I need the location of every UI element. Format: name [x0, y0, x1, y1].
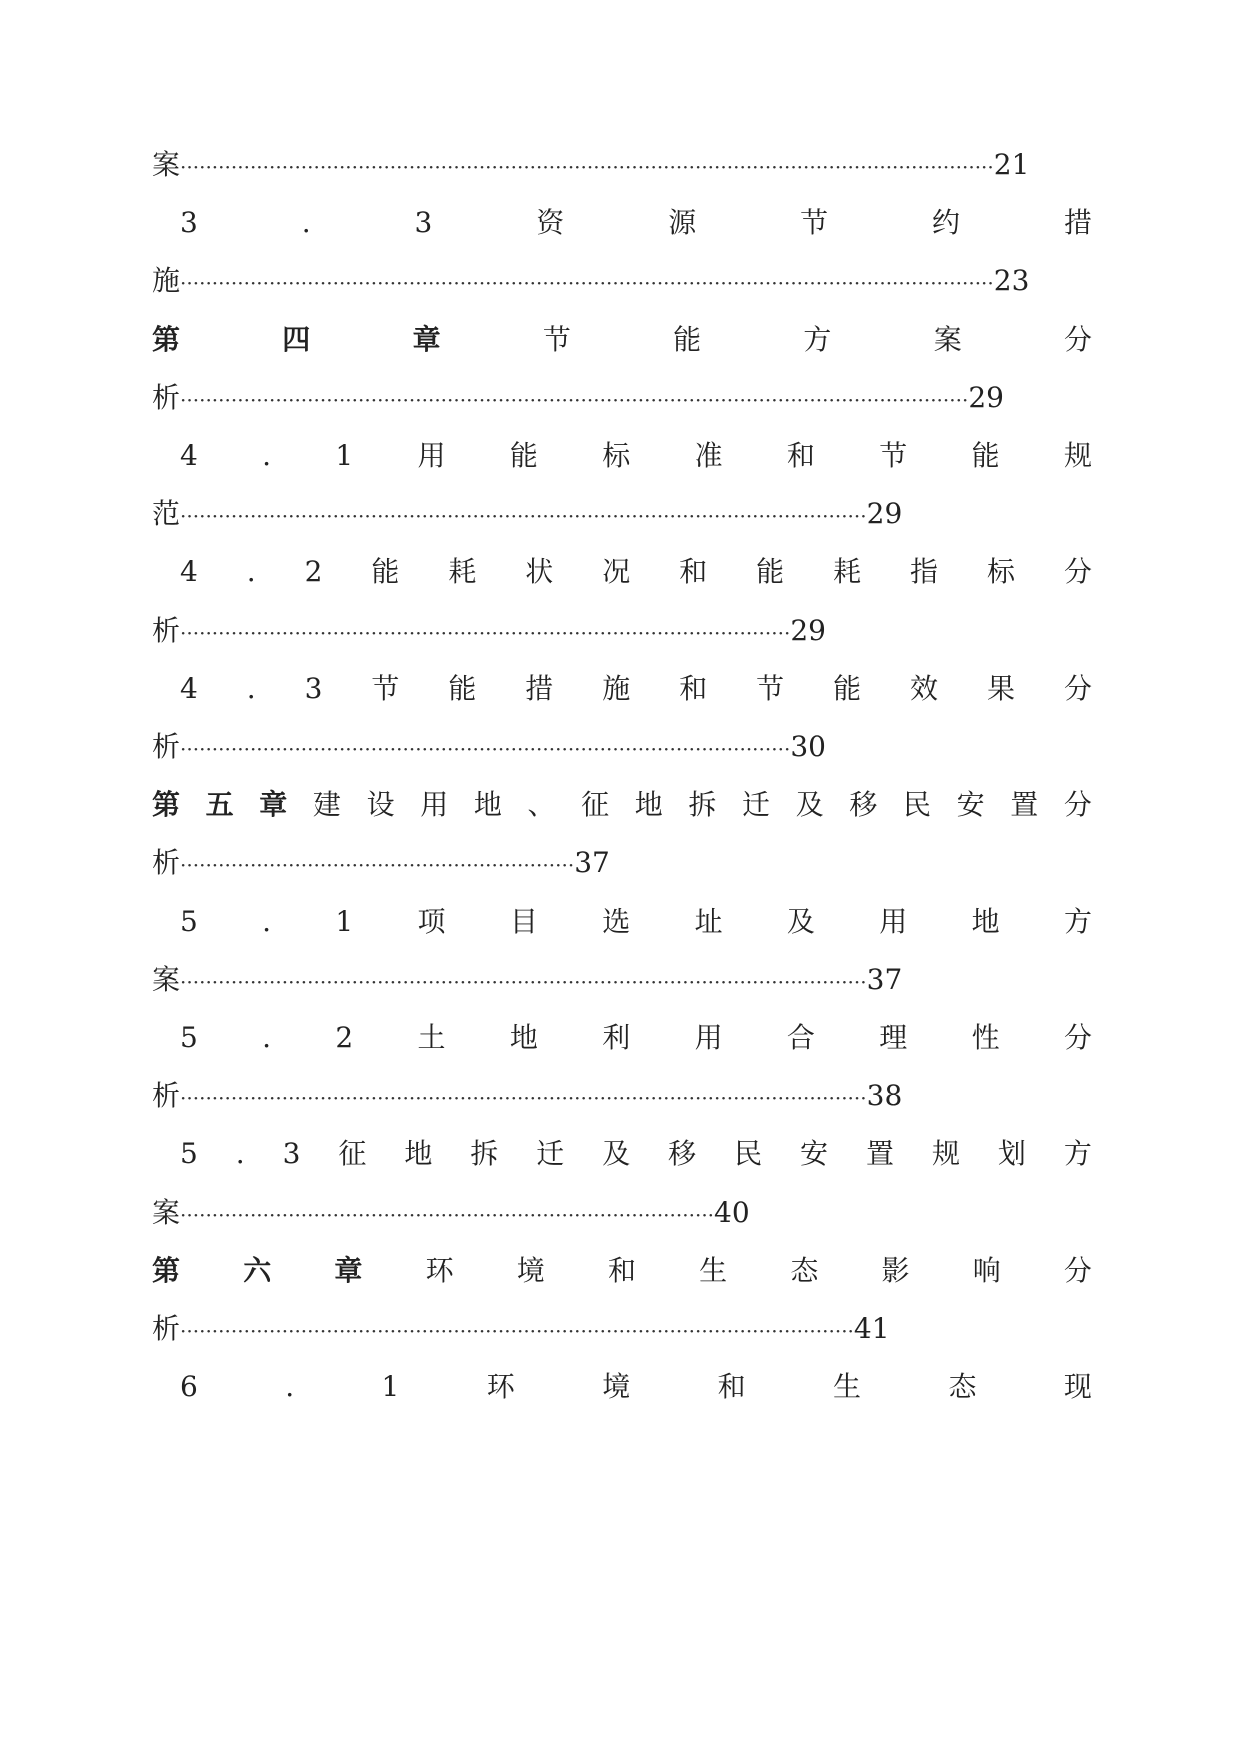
toc-heading-char: 节	[879, 439, 908, 472]
toc-heading-char: 置	[866, 1137, 895, 1171]
toc-heading-char: 能	[448, 671, 477, 705]
toc-heading-char: 环	[486, 1370, 515, 1404]
toc-page-number: 29	[968, 380, 1004, 414]
toc-entry-tail: 析	[152, 846, 181, 880]
toc-heading-char: 分	[1063, 555, 1092, 589]
toc-heading-char: 六	[243, 1253, 272, 1287]
toc-section-heading	[152, 1134, 1092, 1174]
toc-heading-char: 分	[1063, 322, 1092, 356]
toc-leader-line	[152, 960, 1092, 1000]
toc-heading-char: 利	[602, 1021, 631, 1054]
toc-page-number: 38	[866, 1079, 903, 1113]
toc-leader-line	[152, 611, 1092, 651]
toc-page-number: 40	[714, 1195, 750, 1229]
toc-entry-tail: 施	[152, 264, 181, 298]
toc-heading-char: 态	[790, 1253, 819, 1287]
toc-heading-char: 合	[786, 1021, 815, 1054]
toc-heading-char: 3	[304, 671, 323, 705]
toc-heading-char: .	[262, 439, 272, 472]
toc-page-number: 37	[866, 962, 903, 996]
toc-heading-char: .	[301, 206, 311, 240]
dot-leader: ············································································································	[180, 1086, 867, 1111]
toc-page-number: 21	[993, 148, 1030, 181]
toc-heading-char: 案	[933, 322, 962, 356]
toc-heading-char: 章	[334, 1253, 363, 1287]
toc-heading-char: 能	[371, 555, 400, 589]
toc-heading-char: 五	[205, 788, 234, 822]
toc-heading-char: 4	[180, 555, 198, 589]
toc-heading-char: 境	[602, 1370, 631, 1404]
toc-heading-char: 方	[1063, 904, 1092, 938]
toc-heading-char: 1	[335, 904, 354, 938]
dot-leader: ································································································································	[180, 271, 994, 296]
toc-section-heading	[152, 1367, 1092, 1407]
toc-heading-char: 生	[699, 1253, 728, 1287]
toc-page-number: 29	[866, 497, 903, 531]
toc-chapter-heading	[152, 785, 1092, 825]
toc-heading-char: 约	[932, 206, 961, 240]
toc-heading-char: 分	[1063, 1253, 1092, 1287]
toc-heading-char: 分	[1063, 671, 1092, 705]
toc-page-number: 41	[853, 1312, 890, 1345]
toc-heading-char: 移	[668, 1137, 697, 1171]
toc-page-number: 23	[993, 264, 1030, 298]
toc-heading-char: 4	[180, 439, 198, 472]
toc-heading-char: 况	[602, 555, 631, 589]
toc-heading-char: 建	[312, 788, 341, 822]
toc-heading-char: 迁	[742, 788, 771, 822]
toc-heading-char: 和	[679, 555, 708, 589]
toc-heading-char: 第	[152, 1253, 181, 1287]
toc-heading-char: 设	[366, 788, 395, 822]
toc-section-heading	[152, 203, 1092, 243]
toc-heading-char: 和	[717, 1370, 746, 1404]
toc-heading-char: 4	[180, 671, 198, 705]
toc-entry-tail: 案	[152, 962, 181, 996]
toc-heading-char: 第	[152, 322, 181, 356]
toc-heading-char: 1	[335, 439, 354, 472]
toc-heading-char: .	[285, 1370, 295, 1404]
toc-heading-char: 2	[304, 555, 323, 589]
toc-heading-char: 能	[971, 439, 1000, 472]
dot-leader: ············································································································	[180, 504, 867, 529]
toc-heading-char: 施	[602, 671, 631, 705]
toc-heading-char: 环	[425, 1253, 454, 1287]
toc-heading-char: 及	[602, 1137, 631, 1171]
toc-heading-char: 拆	[470, 1137, 499, 1171]
toc-leader-line	[152, 1309, 1092, 1349]
toc-heading-char: 安	[956, 788, 985, 822]
toc-heading-char: 迁	[536, 1137, 565, 1171]
toc-heading-char: 生	[833, 1370, 862, 1404]
toc-entry-tail: 析	[152, 1312, 181, 1345]
toc-heading-char: 能	[673, 322, 702, 356]
toc-heading-char: 6	[180, 1370, 198, 1404]
toc-leader-line	[152, 843, 1092, 883]
toc-heading-char: 方	[1063, 1137, 1092, 1171]
toc-heading-char: .	[262, 904, 272, 938]
toc-heading-char: 选	[602, 904, 631, 938]
toc-section-heading	[152, 552, 1092, 592]
toc-section-heading	[152, 902, 1092, 942]
toc-section-heading	[152, 1018, 1092, 1058]
toc-page-number: 29	[790, 613, 826, 647]
toc-heading-char: .	[246, 671, 256, 705]
toc-leader-line	[152, 145, 1092, 185]
toc-heading-char: 能	[833, 671, 862, 705]
dot-leader: ····················································································	[180, 1202, 715, 1227]
dot-leader: ····························································································································	[180, 387, 969, 412]
toc-heading-char: 源	[668, 206, 697, 240]
toc-heading-char: 理	[879, 1021, 908, 1054]
toc-heading-char: 境	[516, 1253, 545, 1287]
toc-heading-char: 标	[602, 439, 631, 472]
toc-heading-char: 民	[902, 788, 931, 822]
toc-heading-char: 2	[335, 1021, 354, 1054]
toc-heading-char: 用	[879, 904, 908, 938]
toc-entry-tail: 案	[152, 148, 181, 181]
toc-heading-char: 和	[786, 439, 815, 472]
dot-leader: ············································································································	[180, 969, 867, 994]
toc-heading-char: 能	[509, 439, 538, 472]
toc-heading-char: 能	[756, 555, 785, 589]
toc-leader-line	[152, 494, 1092, 534]
toc-heading-char: .	[262, 1021, 272, 1054]
toc-chapter-heading	[152, 320, 1092, 360]
toc-heading-char: 和	[607, 1253, 636, 1287]
toc-heading-char: 节	[800, 206, 829, 240]
toc-heading-char: 地	[509, 1021, 538, 1054]
toc-heading-char: 征	[581, 788, 610, 822]
toc-leader-line	[152, 1076, 1092, 1116]
toc-heading-char: 项	[417, 904, 446, 938]
toc-heading-char: 规	[1063, 439, 1092, 472]
toc-chapter-heading	[152, 1251, 1092, 1291]
toc-heading-char: 移	[849, 788, 878, 822]
toc-heading-char: 地	[971, 904, 1000, 938]
toc-heading-char: 措	[1063, 206, 1092, 240]
toc-heading-char: 用	[694, 1021, 723, 1054]
toc-heading-char: 址	[694, 904, 723, 938]
toc-entry-tail: 析	[152, 380, 181, 414]
dot-leader: ································································································	[180, 620, 791, 645]
toc-heading-char: 影	[881, 1253, 910, 1287]
toc-heading-char: 标	[987, 555, 1016, 589]
toc-heading-char: 置	[1010, 788, 1039, 822]
toc-heading-char: 措	[525, 671, 554, 705]
toc-heading-char: 3	[282, 1137, 301, 1171]
toc-heading-char: 章	[412, 322, 441, 356]
toc-heading-char: 及	[786, 904, 815, 938]
toc-leader-line	[152, 727, 1092, 767]
toc-heading-char: 性	[971, 1021, 1000, 1054]
dot-leader: ································································································	[180, 737, 791, 761]
toc-heading-char: 方	[803, 322, 832, 356]
toc-heading-char: 地	[473, 788, 502, 822]
toc-heading-char: 耗	[833, 555, 862, 589]
toc-heading-char: 状	[525, 555, 554, 589]
toc-section-heading	[152, 436, 1092, 476]
toc-heading-char: 和	[679, 671, 708, 705]
toc-entry-tail: 析	[152, 1079, 181, 1113]
toc-heading-char: 5	[180, 904, 198, 938]
toc-heading-char: 用	[417, 439, 446, 472]
toc-heading-char: 节	[542, 322, 571, 356]
toc-heading-char: 四	[282, 322, 311, 356]
toc-heading-char: 章	[259, 788, 288, 822]
toc-leader-line	[152, 1193, 1092, 1233]
toc-heading-char: .	[246, 555, 256, 589]
dot-leader: ··········································································································	[180, 1319, 854, 1343]
toc-heading-char: 拆	[688, 788, 717, 822]
toc-heading-char: 耗	[448, 555, 477, 589]
toc-entry-tail: 案	[152, 1195, 181, 1229]
toc-leader-line	[152, 378, 1092, 418]
toc-heading-char: 节	[756, 671, 785, 705]
toc-heading-char: 分	[1063, 788, 1092, 822]
toc-heading-char: 5	[180, 1137, 198, 1171]
toc-heading-char: 用	[420, 788, 449, 822]
toc-heading-char: 划	[997, 1137, 1026, 1171]
toc-heading-char: 3	[414, 206, 433, 240]
dot-leader: ································································································································	[180, 155, 994, 179]
dot-leader: ······························································	[180, 853, 575, 878]
toc-heading-char: 指	[910, 555, 939, 589]
toc-heading-char: 安	[800, 1137, 829, 1171]
toc-heading-char: 地	[404, 1137, 433, 1171]
toc-heading-char: 果	[987, 671, 1016, 705]
toc-heading-char: 分	[1063, 1021, 1092, 1054]
toc-heading-char: 征	[338, 1137, 367, 1171]
toc-heading-char: 目	[509, 904, 538, 938]
toc-heading-char: 准	[694, 439, 723, 472]
toc-heading-char: 及	[795, 788, 824, 822]
toc-heading-char: 5	[180, 1021, 198, 1054]
toc-section-heading	[152, 669, 1092, 709]
toc-heading-char: 1	[381, 1370, 400, 1404]
toc-heading-char: .	[235, 1137, 245, 1171]
toc-heading-char: 现	[1063, 1370, 1092, 1404]
toc-heading-char: 节	[371, 671, 400, 705]
toc-heading-char: 民	[734, 1137, 763, 1171]
toc-page-number: 37	[574, 846, 610, 880]
toc-heading-char: 地	[634, 788, 663, 822]
toc-entry-tail: 范	[152, 497, 181, 531]
toc-heading-char: 土	[417, 1021, 446, 1054]
toc-heading-char: 资	[536, 206, 565, 240]
toc-heading-char: 第	[152, 788, 181, 822]
toc-page-number: 30	[790, 730, 826, 763]
toc-heading-char: 3	[180, 206, 198, 240]
toc-heading-char: 态	[948, 1370, 977, 1404]
toc-heading-char: 、	[527, 788, 556, 822]
toc-heading-char: 规	[931, 1137, 960, 1171]
toc-heading-char: 效	[910, 671, 939, 705]
toc-leader-line	[152, 261, 1092, 301]
toc-heading-char: 响	[972, 1253, 1001, 1287]
toc-entry-tail: 析	[152, 613, 181, 647]
toc-entry-tail: 析	[152, 730, 181, 763]
